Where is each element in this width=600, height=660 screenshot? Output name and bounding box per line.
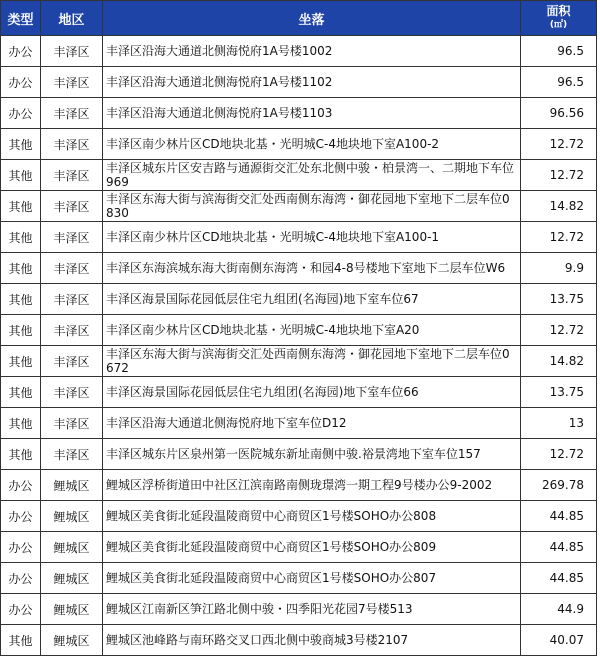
row-address-cell: 丰泽区城东片区泉州第一医院城东新址南侧中骏.裕景湾地下室车位157	[103, 439, 521, 470]
row-type-cell: 办公	[1, 501, 41, 532]
row-area-cell: 12.72	[521, 439, 597, 470]
row-address-cell: 丰泽区东海滨城东海大街南侧东海湾・和园4-8号楼地下室地下二层车位W6	[103, 253, 521, 284]
table-row	[1, 36, 597, 67]
row-address-cell: 鲤城区美食街北延段温陵商贸中心商贸区1号楼SOHO办公808	[103, 501, 521, 532]
row-district-cell: 丰泽区	[41, 67, 103, 98]
row-district-cell: 丰泽区	[41, 191, 103, 222]
row-area-cell: 44.9	[521, 594, 597, 625]
table-row	[1, 315, 597, 346]
table-row	[1, 160, 597, 191]
row-area-cell: 44.85	[521, 501, 597, 532]
row-area-cell: 14.82	[521, 346, 597, 377]
row-address-cell: 丰泽区南少林片区CD地块北基・光明城C-4地块地下室A20	[103, 315, 521, 346]
row-address-cell: 丰泽区城东片区安吉路与通源街交汇处东北侧中骏・柏景湾一、二期地下车位969	[103, 160, 521, 191]
row-address-cell: 丰泽区沿海大通道北侧海悦府地下室车位D12	[103, 408, 521, 439]
row-address-cell: 丰泽区东海大街与滨海街交汇处西南侧东海湾・御花园地下室地下二层车位0672	[103, 346, 521, 377]
row-district-cell: 丰泽区	[41, 98, 103, 129]
header-area-unit: (㎡)	[549, 20, 568, 30]
row-type-cell: 办公	[1, 67, 41, 98]
table-row	[1, 346, 597, 377]
row-address-cell: 丰泽区海景国际花园低层住宅九组团(名海园)地下室车位67	[103, 284, 521, 315]
row-area-cell: 12.72	[521, 222, 597, 253]
row-district-cell: 丰泽区	[41, 36, 103, 67]
row-area-cell: 269.78	[521, 470, 597, 501]
row-area-cell: 13	[521, 408, 597, 439]
row-district-cell: 丰泽区	[41, 222, 103, 253]
row-area-cell: 13.75	[521, 284, 597, 315]
row-type-cell: 其他	[1, 129, 41, 160]
row-address-cell: 鲤城区池峰路与南环路交叉口西北侧中骏商城3号楼2107	[103, 625, 521, 656]
header-district: 地区	[41, 1, 103, 36]
table-row	[1, 67, 597, 98]
row-type-cell: 其他	[1, 439, 41, 470]
header-address: 坐落	[103, 1, 521, 36]
row-address-cell: 丰泽区东海大街与滨海街交汇处西南侧东海湾・御花园地下室地下二层车位0830	[103, 191, 521, 222]
row-type-cell: 办公	[1, 98, 41, 129]
row-address-cell: 丰泽区南少林片区CD地块北基・光明城C-4地块地下室A100-2	[103, 129, 521, 160]
table-header	[1, 1, 597, 36]
row-district-cell: 鲤城区	[41, 625, 103, 656]
row-district-cell: 鲤城区	[41, 470, 103, 501]
row-area-cell: 13.75	[521, 377, 597, 408]
table-row	[1, 98, 597, 129]
table-row	[1, 284, 597, 315]
row-address-cell: 鲤城区江南新区笋江路北侧中骏・四季阳光花园7号楼513	[103, 594, 521, 625]
row-area-cell: 9.9	[521, 253, 597, 284]
header-area	[521, 1, 597, 36]
row-area-cell: 14.82	[521, 191, 597, 222]
row-type-cell: 办公	[1, 470, 41, 501]
row-area-cell: 96.56	[521, 98, 597, 129]
header-row	[1, 1, 597, 36]
row-area-cell: 96.5	[521, 67, 597, 98]
table-row	[1, 191, 597, 222]
row-area-cell: 12.72	[521, 160, 597, 191]
table-row	[1, 470, 597, 501]
row-district-cell: 丰泽区	[41, 284, 103, 315]
row-district-cell: 丰泽区	[41, 377, 103, 408]
row-address-cell: 丰泽区沿海大通道北侧海悦府1A号楼1002	[103, 36, 521, 67]
row-type-cell: 其他	[1, 253, 41, 284]
table-row	[1, 253, 597, 284]
row-type-cell: 其他	[1, 625, 41, 656]
row-district-cell: 丰泽区	[41, 129, 103, 160]
table-row	[1, 532, 597, 563]
row-area-cell: 44.85	[521, 563, 597, 594]
row-type-cell: 办公	[1, 532, 41, 563]
row-area-cell: 44.85	[521, 532, 597, 563]
row-district-cell: 鲤城区	[41, 532, 103, 563]
row-type-cell: 其他	[1, 377, 41, 408]
row-district-cell: 鲤城区	[41, 501, 103, 532]
header-area-label: 面积	[546, 4, 571, 18]
table-row	[1, 408, 597, 439]
row-type-cell: 其他	[1, 160, 41, 191]
row-area-cell: 40.07	[521, 625, 597, 656]
row-district-cell: 鲤城区	[41, 594, 103, 625]
row-area-cell: 12.72	[521, 315, 597, 346]
row-address-cell: 鲤城区浮桥街道田中社区江滨南路南侧珑璟湾一期工程9号楼办公9-2002	[103, 470, 521, 501]
row-type-cell: 其他	[1, 346, 41, 377]
table-row	[1, 439, 597, 470]
row-district-cell: 鲤城区	[41, 563, 103, 594]
row-address-cell: 丰泽区沿海大通道北侧海悦府1A号楼1102	[103, 67, 521, 98]
table-row	[1, 563, 597, 594]
row-type-cell: 其他	[1, 408, 41, 439]
row-district-cell: 丰泽区	[41, 160, 103, 191]
row-area-cell: 12.72	[521, 129, 597, 160]
row-district-cell: 丰泽区	[41, 439, 103, 470]
row-address-cell: 丰泽区南少林片区CD地块北基・光明城C-4地块地下室A100-1	[103, 222, 521, 253]
row-type-cell: 办公	[1, 594, 41, 625]
row-address-cell: 丰泽区沿海大通道北侧海悦府1A号楼1103	[103, 98, 521, 129]
row-district-cell: 丰泽区	[41, 253, 103, 284]
row-district-cell: 丰泽区	[41, 315, 103, 346]
table-row	[1, 222, 597, 253]
table-row	[1, 625, 597, 656]
header-type: 类型	[1, 1, 41, 36]
row-address-cell: 丰泽区海景国际花园低层住宅九组团(名海园)地下室车位66	[103, 377, 521, 408]
row-type-cell: 办公	[1, 563, 41, 594]
row-district-cell: 丰泽区	[41, 346, 103, 377]
table-body	[1, 36, 597, 656]
row-address-cell: 鲤城区美食街北延段温陵商贸中心商贸区1号楼SOHO办公807	[103, 563, 521, 594]
row-address-cell: 鲤城区美食街北延段温陵商贸中心商贸区1号楼SOHO办公809	[103, 532, 521, 563]
table-row	[1, 129, 597, 160]
table-row	[1, 377, 597, 408]
row-type-cell: 其他	[1, 315, 41, 346]
table-row	[1, 594, 597, 625]
row-type-cell: 办公	[1, 36, 41, 67]
row-type-cell: 其他	[1, 284, 41, 315]
row-type-cell: 其他	[1, 222, 41, 253]
row-type-cell: 其他	[1, 191, 41, 222]
row-district-cell: 丰泽区	[41, 408, 103, 439]
row-area-cell: 96.5	[521, 36, 597, 67]
table-row	[1, 501, 597, 532]
